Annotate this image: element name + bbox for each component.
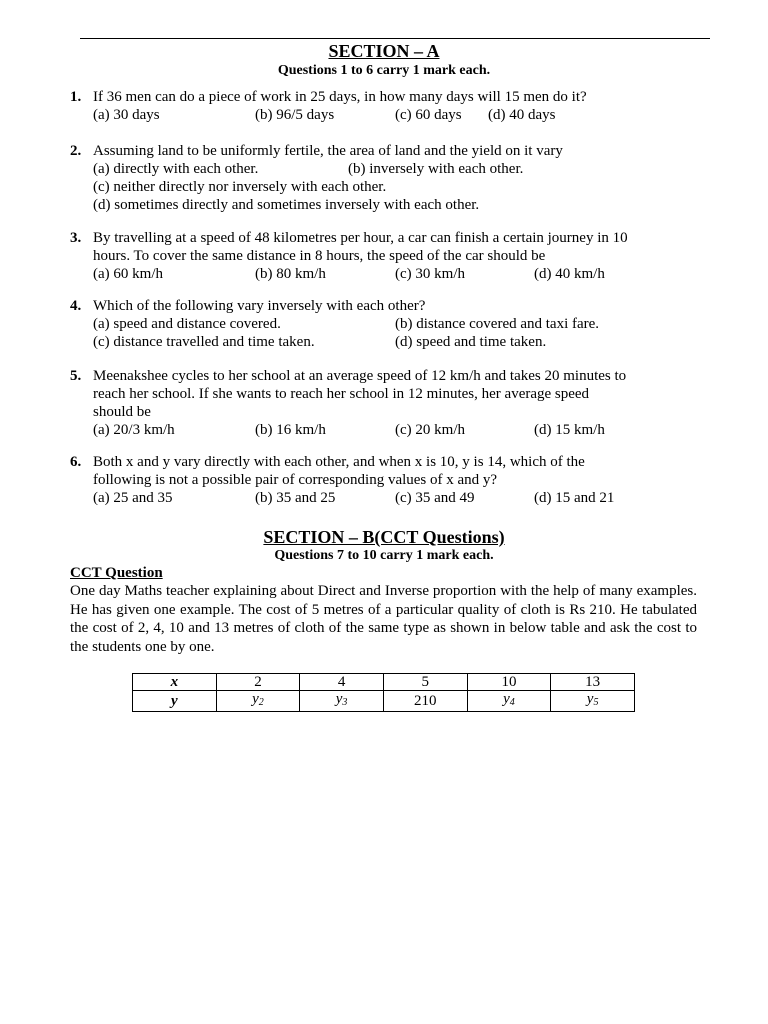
- question-text: following is not a possible pair of corresponding values of x and y?: [93, 472, 498, 488]
- table-cell: 210: [383, 691, 467, 712]
- option-b: (b) 16 km/h: [255, 422, 326, 438]
- table-cell: 13: [551, 674, 635, 691]
- question-number: 6.: [70, 454, 82, 470]
- question-text: hours. To cover the same distance in 8 hours, the speed of the car should be: [93, 248, 546, 264]
- table-cell: 10: [467, 674, 551, 691]
- question-number: 4.: [70, 298, 82, 314]
- option-d: (d) sometimes directly and sometimes inversely with each other.: [93, 197, 480, 213]
- cell-base: y: [503, 691, 510, 707]
- table-cell: [467, 691, 551, 712]
- question-6: [70, 453, 700, 507]
- option-a: (a) speed and distance covered.: [93, 316, 281, 332]
- table-cell: [551, 691, 635, 712]
- question-2: [70, 142, 700, 214]
- cell-subscript: 4: [509, 697, 515, 708]
- row-header-y: y: [133, 691, 217, 712]
- section-a-title: SECTION – A: [328, 41, 440, 61]
- question-text: If 36 men can do a piece of work in 25 days, in how many days will 15 men do it?: [93, 89, 587, 105]
- table-cell: [216, 691, 300, 712]
- option-c: (c) 60 days: [395, 107, 462, 123]
- option-d: (d) speed and time taken.: [395, 334, 547, 350]
- cct-paragraph: One day Maths teacher explaining about Direct and Inverse proportion with the help of many examples. He has given one example. The cost of 5 metres of a particular quality of cloth is Rs 210. He tabulated the cost of 2, 4, 10 and 13 metres of cloth of the same type as shown in below table and ask the cost to the students one by one.: [70, 583, 697, 655]
- option-b: (b) inversely with each other.: [348, 161, 524, 177]
- option-a: (a) directly with each other.: [93, 161, 259, 177]
- option-c: (c) neither directly nor inversely with each other.: [93, 179, 387, 195]
- table-cell: 4: [300, 674, 384, 691]
- option-b: (b) distance covered and taxi fare.: [395, 316, 600, 332]
- section-a-subtitle: Questions 1 to 6 carry 1 mark each.: [277, 63, 491, 78]
- question-text: reach her school. If she wants to reach her school in 12 minutes, her average speed: [93, 386, 590, 402]
- option-d: (d) 15 km/h: [534, 422, 605, 438]
- question-text: By travelling at a speed of 48 kilometres per hour, a car can finish a certain journey in 10: [93, 230, 628, 246]
- option-c: (c) 30 km/h: [395, 266, 465, 282]
- option-c: (c) 20 km/h: [395, 422, 465, 438]
- question-text: Both x and y vary directly with each other, and when x is 10, y is 14, which of the: [93, 454, 585, 470]
- question-3: [70, 229, 700, 283]
- question-number: 2.: [70, 143, 82, 159]
- cell-base: y: [335, 691, 343, 707]
- question-text: Meenakshee cycles to her school at an average speed of 12 km/h and takes 20 minutes to: [93, 368, 627, 384]
- cell-subscript: 3: [342, 697, 348, 708]
- question-number: 3.: [70, 230, 82, 246]
- section-b-subtitle: Questions 7 to 10 carry 1 mark each.: [274, 548, 494, 563]
- option-a: (a) 60 km/h: [93, 266, 163, 282]
- top-rule: [80, 38, 710, 39]
- table-cell: 5: [383, 674, 467, 691]
- option-b: (b) 80 km/h: [255, 266, 326, 282]
- question-4: [70, 297, 700, 351]
- question-text: should be: [93, 404, 151, 420]
- row-header-x: x: [133, 674, 217, 691]
- option-d: (d) 40 km/h: [534, 266, 605, 282]
- table-cell: [300, 691, 384, 712]
- option-a: (a) 25 and 35: [93, 490, 173, 506]
- question-number: 1.: [70, 89, 82, 105]
- option-a: (a) 30 days: [93, 107, 160, 123]
- option-d: (d) 40 days: [488, 107, 556, 123]
- table-row-x: [133, 674, 635, 691]
- cell-base: y: [252, 691, 259, 707]
- section-b-title: SECTION – B(CCT Questions): [263, 527, 505, 547]
- question-1: [70, 88, 700, 124]
- option-a: (a) 20/3 km/h: [93, 422, 175, 438]
- option-d: (d) 15 and 21: [534, 490, 615, 506]
- table-row-y: [133, 691, 635, 712]
- option-b: (b) 35 and 25: [255, 490, 336, 506]
- question-5: [70, 367, 700, 439]
- proportion-table: [132, 673, 635, 712]
- cell-subscript: 5: [593, 697, 599, 708]
- cell-subscript: 2: [258, 697, 264, 708]
- table-cell: 2: [216, 674, 300, 691]
- question-text: Which of the following vary inversely with each other?: [93, 298, 426, 314]
- cct-heading: CCT Question: [70, 565, 163, 581]
- option-c: (c) 35 and 49: [395, 490, 475, 506]
- cell-base: y: [586, 691, 594, 707]
- option-c: (c) distance travelled and time taken.: [93, 334, 315, 350]
- question-text: Assuming land to be uniformly fertile, the area of land and the yield on it vary: [93, 143, 563, 159]
- option-b: (b) 96/5 days: [255, 107, 335, 123]
- question-number: 5.: [70, 368, 82, 384]
